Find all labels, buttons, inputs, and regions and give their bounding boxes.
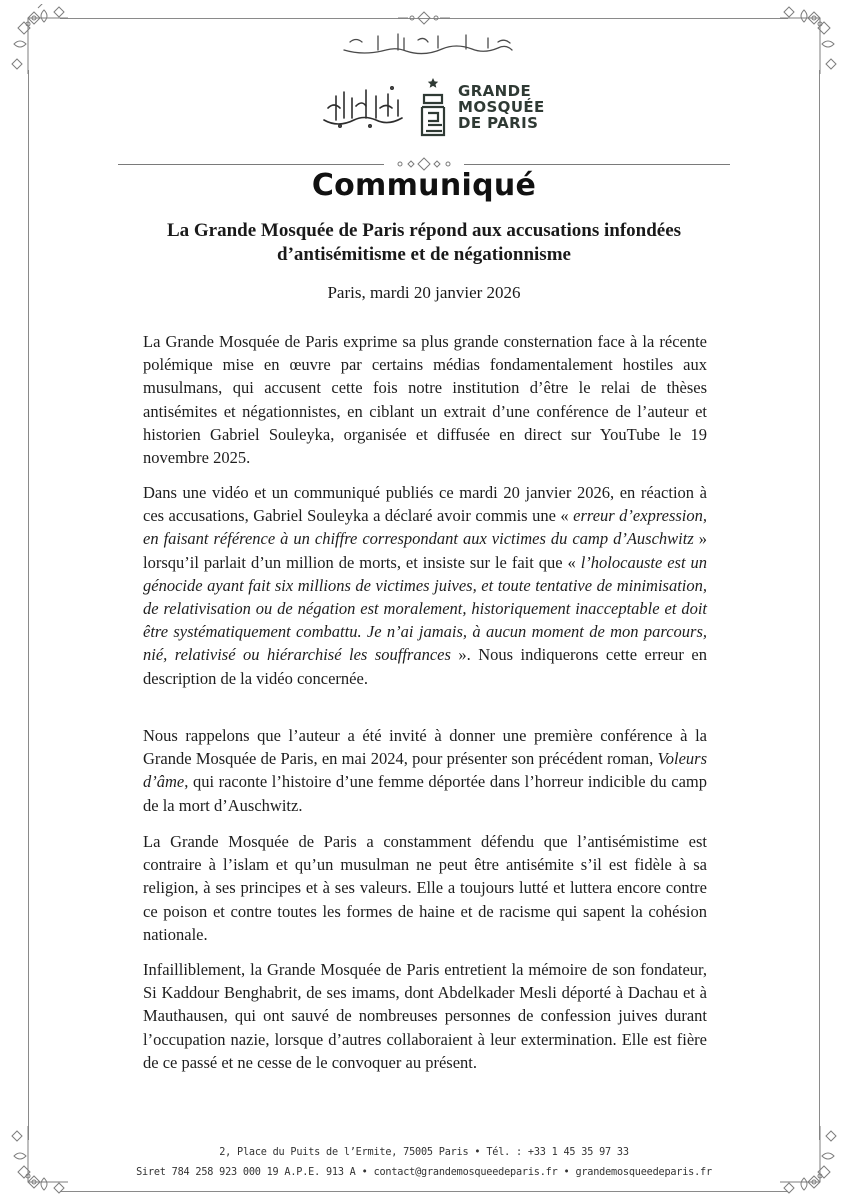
footer-address-line	[0, 1147, 848, 1158]
paragraph-text	[143, 724, 707, 817]
quote-italic: l’holocauste est un génocide ayant fait six millions de victimes juives, et toute tentative de minimisation, de relativisation ou de négation est moralement, historiquement inacceptable et doit être systématiquement combattu. Je n’ai jamais, à aucun moment de mon parcours, nié, relativisé ou hiérarchisé les souffrances	[143, 552, 707, 665]
basmala-calligraphy	[338, 30, 518, 58]
page-title: Communiqué	[311, 168, 537, 203]
subtitle	[120, 219, 728, 267]
footer-website-link[interactable]: grandemosqueedeparis.fr	[575, 1167, 712, 1178]
footer-email-link[interactable]: contact@grandemosqueedeparis.fr	[373, 1167, 558, 1178]
paragraph-text: La Grande Mosquée de Paris exprime sa plus grande consternation face à la récente polémique mise en œuvre par certains médias fondamentalement hostiles aux musulmans, qui accusent cette fois notre institution d’être le relai de thèses antisémites et négationnistes, en ciblant un extrait d’une conférence de l’auteur et historien Gabriel Souleyka, organisée et diffusée en direct sur YouTube le 19 novembre 2025.	[143, 332, 707, 468]
footer-address: 2, Place du Puits de l’Ermite, 75005 Paris	[219, 1147, 469, 1158]
footer-separator: •	[563, 1167, 570, 1178]
footer-phone: Tél. : +33 1 45 35 97 33	[486, 1147, 629, 1158]
paragraph-3	[143, 724, 707, 817]
dateline: Paris, mardi 20 janvier 2026	[327, 283, 521, 302]
book-title-italic: Voleurs d’âme	[143, 749, 707, 792]
text-run: Nous rappelons que l’auteur a été invité à donner une première conférence à la Grande Mosquée de Paris, en mai 2024, pour présenter son précédent roman,	[143, 726, 707, 769]
logo-line: DE PARIS	[458, 114, 539, 132]
frame-left-line	[28, 70, 29, 1140]
text-run: ». Nous indiquerons cette erreur en description de la vidéo concernée.	[143, 645, 707, 688]
footer-siret: Siret 784 258 923 000 19 A.P.E. 913 A	[136, 1167, 356, 1178]
logo-line: GRANDE	[458, 82, 532, 100]
frame-bottom-line	[60, 1191, 788, 1192]
logo-wordmark	[458, 83, 545, 131]
paragraph-2	[143, 481, 707, 690]
frame-right-line	[819, 70, 820, 1140]
institution-logo	[318, 72, 545, 142]
footer-separator: •	[474, 1147, 481, 1158]
footer-separator: •	[361, 1167, 368, 1178]
subtitle-line: d’antisémitisme et de négationnisme	[277, 244, 571, 265]
logo-line: MOSQUÉE	[458, 98, 545, 116]
text-run: » lorsqu’il parlait d’un million de morts, et insiste sur le fait que «	[143, 529, 707, 572]
footer-contact-line	[0, 1167, 848, 1178]
quote-italic: erreur d’expression, en faisant référence à un chiffre correspondant aux victimes du camp d’Auschwitz	[143, 506, 707, 549]
mosque-emblem-icon	[418, 75, 448, 139]
corner-ornament-icon	[4, 4, 74, 94]
paragraph-4	[143, 830, 707, 946]
arabic-logotype	[318, 82, 408, 132]
paragraph-text: Infailliblement, la Grande Mosquée de Paris entretient la mémoire de son fondateur, Si Kaddour Benghabrit, de ses imams, dont Abdelkader Mesli déporté à Dachau et à Mauthausen, qui ont sauvé de nombreuses personnes de confession juives durant l’occupation nazie, lorsque d’autres collaboraient à leur extermination. Elle est fière de ce passé et ne cesse de le convoquer au présent.	[143, 960, 707, 1072]
text-run: , qui raconte l’histoire d’une femme déportée dans l’horreur indicible du camp de la mort d’Auschwitz.	[143, 772, 707, 815]
header-ornament-icon	[394, 10, 454, 26]
paragraph-text: La Grande Mosquée de Paris a constamment défendu que l’antisémistime est contraire à l’islam et qu’un musulman ne peut être antisémite s’il est fidèle à sa religion, à ses principes et à ses valeurs. Elle a toujours lutté et luttera encore contre ce poison et contre toutes les formes de haine et de racisme qui sapent la cohésion nationale.	[143, 832, 707, 944]
paragraph-5	[143, 958, 707, 1074]
corner-ornament-icon	[774, 4, 844, 94]
subtitle-line: La Grande Mosquée de Paris répond aux accusations infondées	[166, 220, 682, 241]
paragraph-text	[143, 481, 707, 690]
text-run: Dans une vidéo et un communiqué publiés ce mardi 20 janvier 2026, en réaction à ces accusations, Gabriel Souleyka a déclaré avoir commis une «	[143, 483, 707, 526]
paragraph-1	[143, 330, 707, 469]
